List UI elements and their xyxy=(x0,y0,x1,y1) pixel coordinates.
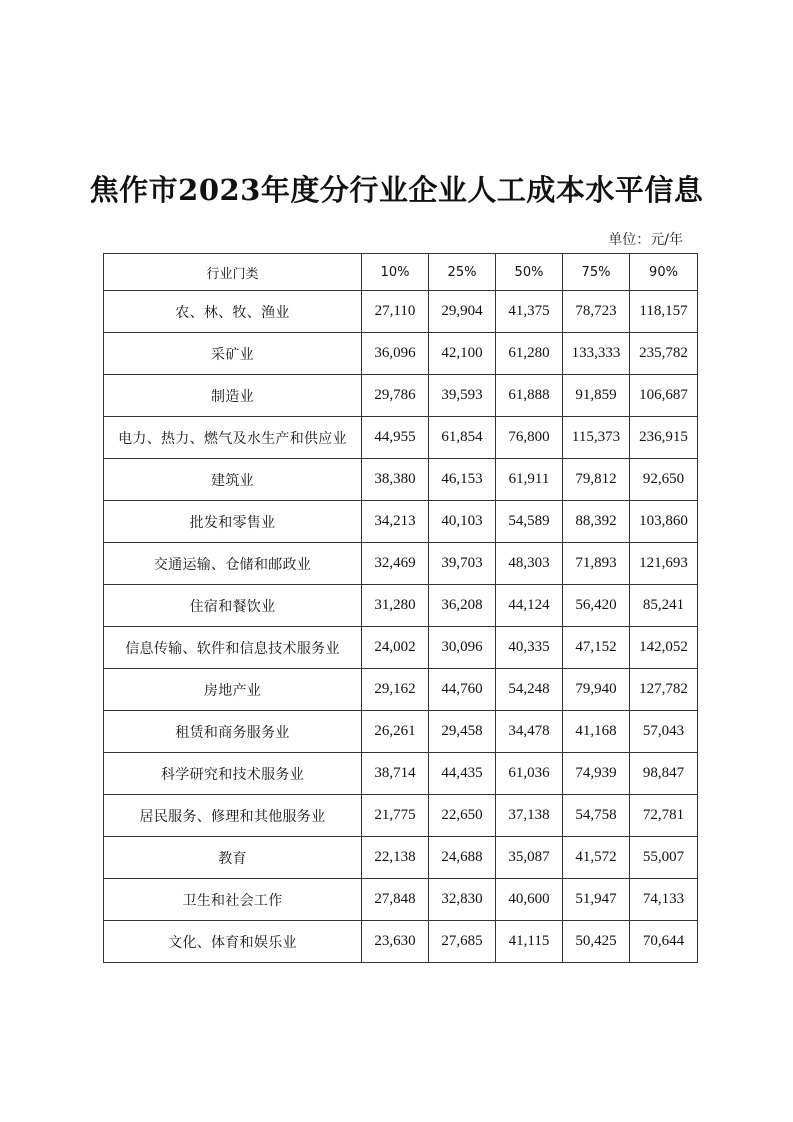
p50-cell: 44,124 xyxy=(496,585,563,627)
p75-cell: 79,812 xyxy=(563,459,630,501)
table-row xyxy=(104,501,698,543)
header-p50: 50% xyxy=(496,254,563,291)
p50-cell: 61,036 xyxy=(496,753,563,795)
industry-cell: 制造业 xyxy=(104,375,362,417)
p50-cell: 40,600 xyxy=(496,879,563,921)
industry-cell: 交通运输、仓储和邮政业 xyxy=(104,543,362,585)
p75-cell: 88,392 xyxy=(563,501,630,543)
unit-note: 单位：元/年 xyxy=(608,232,683,248)
p75-cell: 78,723 xyxy=(563,291,630,333)
p25-cell: 36,208 xyxy=(429,585,496,627)
industry-cell: 科学研究和技术服务业 xyxy=(104,753,362,795)
table-row xyxy=(104,543,698,585)
p25-cell: 30,096 xyxy=(429,627,496,669)
table-row xyxy=(104,333,698,375)
p50-cell: 54,589 xyxy=(496,501,563,543)
table-body xyxy=(104,291,698,963)
p75-cell: 50,425 xyxy=(563,921,630,963)
p75-cell: 133,333 xyxy=(563,333,630,375)
p90-cell: 142,052 xyxy=(630,627,698,669)
p90-cell: 121,693 xyxy=(630,543,698,585)
p25-cell: 40,103 xyxy=(429,501,496,543)
table-row xyxy=(104,375,698,417)
industry-cell: 批发和零售业 xyxy=(104,501,362,543)
wage-table xyxy=(103,253,698,963)
p90-cell: 92,650 xyxy=(630,459,698,501)
p10-cell: 38,714 xyxy=(362,753,429,795)
p90-cell: 85,241 xyxy=(630,585,698,627)
header-p90: 90% xyxy=(630,254,698,291)
table-row xyxy=(104,417,698,459)
table-row xyxy=(104,711,698,753)
p10-cell: 44,955 xyxy=(362,417,429,459)
p25-cell: 24,688 xyxy=(429,837,496,879)
p75-cell: 41,572 xyxy=(563,837,630,879)
table-row xyxy=(104,585,698,627)
p90-cell: 127,782 xyxy=(630,669,698,711)
p25-cell: 32,830 xyxy=(429,879,496,921)
p90-cell: 74,133 xyxy=(630,879,698,921)
p10-cell: 29,786 xyxy=(362,375,429,417)
p10-cell: 27,110 xyxy=(362,291,429,333)
table-row xyxy=(104,627,698,669)
industry-cell: 农、林、牧、渔业 xyxy=(104,291,362,333)
industry-cell: 租赁和商务服务业 xyxy=(104,711,362,753)
p90-cell: 55,007 xyxy=(630,837,698,879)
p50-cell: 37,138 xyxy=(496,795,563,837)
table-row xyxy=(104,753,698,795)
p50-cell: 41,375 xyxy=(496,291,563,333)
p10-cell: 31,280 xyxy=(362,585,429,627)
p90-cell: 72,781 xyxy=(630,795,698,837)
industry-cell: 住宿和餐饮业 xyxy=(104,585,362,627)
p25-cell: 39,703 xyxy=(429,543,496,585)
p50-cell: 76,800 xyxy=(496,417,563,459)
p90-cell: 235,782 xyxy=(630,333,698,375)
p25-cell: 42,100 xyxy=(429,333,496,375)
table-row xyxy=(104,459,698,501)
table-row xyxy=(104,795,698,837)
p25-cell: 39,593 xyxy=(429,375,496,417)
p90-cell: 118,157 xyxy=(630,291,698,333)
p75-cell: 91,859 xyxy=(563,375,630,417)
p10-cell: 23,630 xyxy=(362,921,429,963)
p90-cell: 70,644 xyxy=(630,921,698,963)
p75-cell: 41,168 xyxy=(563,711,630,753)
p10-cell: 29,162 xyxy=(362,669,429,711)
table-row xyxy=(104,837,698,879)
industry-cell: 教育 xyxy=(104,837,362,879)
p25-cell: 61,854 xyxy=(429,417,496,459)
p50-cell: 34,478 xyxy=(496,711,563,753)
p90-cell: 236,915 xyxy=(630,417,698,459)
p90-cell: 57,043 xyxy=(630,711,698,753)
page-title: 焦作市2023年度分行业企业人工成本水平信息 xyxy=(89,173,704,207)
p10-cell: 27,848 xyxy=(362,879,429,921)
p10-cell: 36,096 xyxy=(362,333,429,375)
p75-cell: 115,373 xyxy=(563,417,630,459)
industry-cell: 卫生和社会工作 xyxy=(104,879,362,921)
p50-cell: 54,248 xyxy=(496,669,563,711)
p50-cell: 61,280 xyxy=(496,333,563,375)
industry-cell: 房地产业 xyxy=(104,669,362,711)
p75-cell: 51,947 xyxy=(563,879,630,921)
p75-cell: 74,939 xyxy=(563,753,630,795)
p75-cell: 56,420 xyxy=(563,585,630,627)
industry-cell: 电力、热力、燃气及水生产和供应业 xyxy=(104,417,362,459)
industry-cell: 采矿业 xyxy=(104,333,362,375)
p25-cell: 22,650 xyxy=(429,795,496,837)
p50-cell: 61,911 xyxy=(496,459,563,501)
p10-cell: 38,380 xyxy=(362,459,429,501)
industry-cell: 建筑业 xyxy=(104,459,362,501)
p90-cell: 98,847 xyxy=(630,753,698,795)
p50-cell: 35,087 xyxy=(496,837,563,879)
p10-cell: 32,469 xyxy=(362,543,429,585)
p10-cell: 26,261 xyxy=(362,711,429,753)
table-row xyxy=(104,669,698,711)
p75-cell: 79,940 xyxy=(563,669,630,711)
industry-cell: 信息传输、软件和信息技术服务业 xyxy=(104,627,362,669)
p25-cell: 27,685 xyxy=(429,921,496,963)
p25-cell: 29,458 xyxy=(429,711,496,753)
p25-cell: 44,760 xyxy=(429,669,496,711)
header-p75: 75% xyxy=(563,254,630,291)
p25-cell: 44,435 xyxy=(429,753,496,795)
p50-cell: 61,888 xyxy=(496,375,563,417)
header-p25: 25% xyxy=(429,254,496,291)
header-industry: 行业门类 xyxy=(104,254,362,291)
p10-cell: 21,775 xyxy=(362,795,429,837)
header-p10: 10% xyxy=(362,254,429,291)
table-row xyxy=(104,879,698,921)
p10-cell: 24,002 xyxy=(362,627,429,669)
p50-cell: 41,115 xyxy=(496,921,563,963)
industry-cell: 文化、体育和娱乐业 xyxy=(104,921,362,963)
p90-cell: 103,860 xyxy=(630,501,698,543)
p10-cell: 22,138 xyxy=(362,837,429,879)
industry-cell: 居民服务、修理和其他服务业 xyxy=(104,795,362,837)
p75-cell: 54,758 xyxy=(563,795,630,837)
table-row xyxy=(104,921,698,963)
p75-cell: 47,152 xyxy=(563,627,630,669)
p90-cell: 106,687 xyxy=(630,375,698,417)
p50-cell: 40,335 xyxy=(496,627,563,669)
table-header-row xyxy=(104,254,698,291)
p25-cell: 29,904 xyxy=(429,291,496,333)
p10-cell: 34,213 xyxy=(362,501,429,543)
table-row xyxy=(104,291,698,333)
p75-cell: 71,893 xyxy=(563,543,630,585)
p50-cell: 48,303 xyxy=(496,543,563,585)
p25-cell: 46,153 xyxy=(429,459,496,501)
